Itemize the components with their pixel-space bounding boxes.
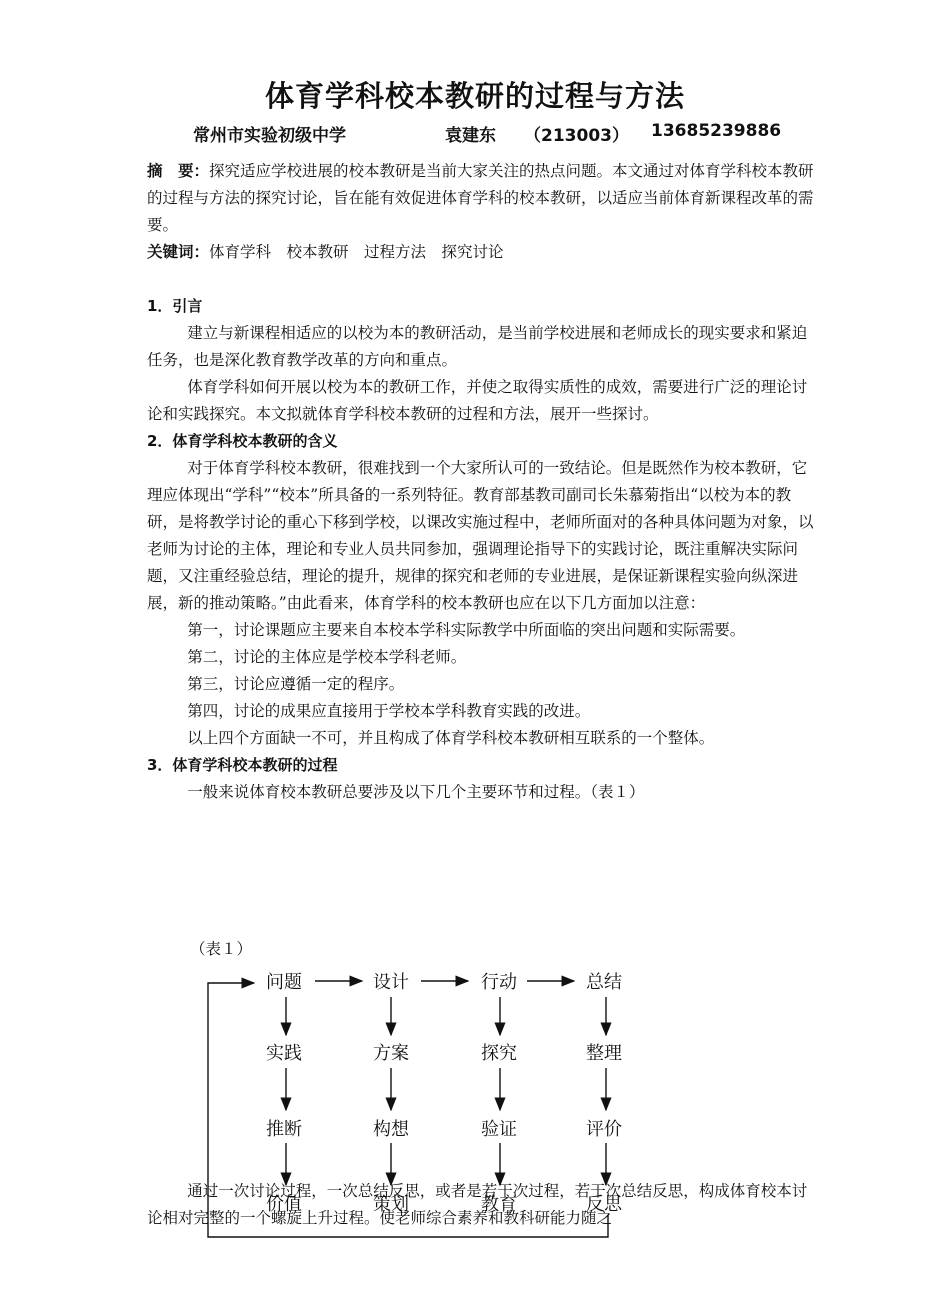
keywords-text: 体育学科 校本教研 过程方法 探究讨论 xyxy=(209,243,504,261)
author-school: 常州市实验初级中学 xyxy=(193,126,346,146)
paragraph: 一般来说体育校本教研总要涉及以下几个主要环节和过程。（表１） xyxy=(187,783,645,801)
diagram-node: 探究 xyxy=(481,1043,517,1064)
paragraph: 建立与新课程相适应的以校为本的教研活动，是当前学校进展和老师成长的现实要求和紧迫任务，也是深化教育教学改革的方向和重点。 xyxy=(147,324,808,369)
section-heading: 1．引言 xyxy=(147,297,203,315)
diagram-node: 推断 xyxy=(266,1119,302,1140)
paragraph: 第一，讨论课题应主要来自本校本学科实际教学中所面临的突出问题和实际需要。 xyxy=(187,621,746,639)
diagram-node: 验证 xyxy=(481,1119,517,1140)
diagram-node: 反思 xyxy=(586,1194,622,1215)
keywords xyxy=(147,239,817,266)
section-heading: 2．体育学科校本教研的含义 xyxy=(147,432,338,450)
diagram-node: 总结 xyxy=(586,972,622,993)
closing-text xyxy=(147,1178,817,1232)
document-title: 体育学科校本教研的过程与方法 xyxy=(264,79,685,113)
author-postcode: （213003） xyxy=(524,126,629,146)
abstract-text: 探究适应学校进展的校本教研是当前大家关注的热点问题。本文通过对体育学科校本教研的过程与方法的探究讨论，旨在能有效促进体育学科的校本教研，以适应当前体育新课程改革的需要。 xyxy=(147,162,814,234)
paragraph: 体育学科如何开展以校为本的教研工作，并使之取得实质性的成效，需要进行广泛的理论讨论和实践探究。本文拟就体育学科校本教研的过程和方法，展开一些探讨。 xyxy=(147,378,808,423)
abstract-label: 摘 要： xyxy=(147,162,210,180)
diagram-node: 问题 xyxy=(266,972,302,993)
author-name: 袁建东 xyxy=(445,126,496,146)
diagram-node: 整理 xyxy=(586,1043,622,1064)
paragraph: 通过一次讨论过程，一次总结反思，或者是若干次过程，若干次总结反思，构成体育校本讨论相对完整的一个螺旋上升过程。使老师综合素养和教科研能力随之 xyxy=(147,1182,808,1227)
author-phone: 13685239886 xyxy=(651,121,782,141)
abstract xyxy=(147,158,817,239)
diagram-node: 评价 xyxy=(586,1119,622,1140)
paragraph: 第三，讨论应遵循一定的程序。 xyxy=(187,675,405,693)
keywords-label: 关键词： xyxy=(147,243,210,261)
paragraph: 以上四个方面缺一不可，并且构成了体育学科校本教研相互联系的一个整体。 xyxy=(187,729,715,747)
paragraph: 第二，讨论的主体应是学校本学科老师。 xyxy=(187,648,467,666)
paragraph: 对于体育学科校本教研，很难找到一个大家所认可的一致结论。但是既然作为校本教研，它理应体现出“学科”“校本”所具备的一系列特征。教育部基教司副司长朱慕菊指出“以校为本的教研，是将教学讨论的重心下移到学校，以课改实施过程中，老师所面对的各种具体问题为对象，以老师为讨论的主体，理论和专业人员共同参加，强调理论指导下的实践讨论，既注重解决实际问题，又注重经验总结，理论的提升，规律的探究和老师的专业进展，是保证新课程实验向纵深进展，新的推动策略。”由此看来，体育学科的校本教研也应在以下几方面加以注意： xyxy=(147,459,814,612)
diagram-node: 价值 xyxy=(266,1194,302,1215)
diagram-node: 方案 xyxy=(373,1043,409,1064)
diagram-node: 行动 xyxy=(481,972,517,993)
section-heading: 3．体育学科校本教研的过程 xyxy=(147,756,338,774)
diagram-caption: （表１） xyxy=(190,940,253,958)
diagram-node: 教育 xyxy=(481,1194,517,1215)
document-body xyxy=(147,158,817,806)
paragraph: 第四，讨论的成果应直接用于学校本学科教育实践的改进。 xyxy=(187,702,591,720)
diagram-node: 设计 xyxy=(373,972,409,993)
diagram-node: 构想 xyxy=(373,1119,409,1140)
diagram-node: 策划 xyxy=(373,1194,409,1215)
diagram-node: 实践 xyxy=(266,1043,302,1064)
